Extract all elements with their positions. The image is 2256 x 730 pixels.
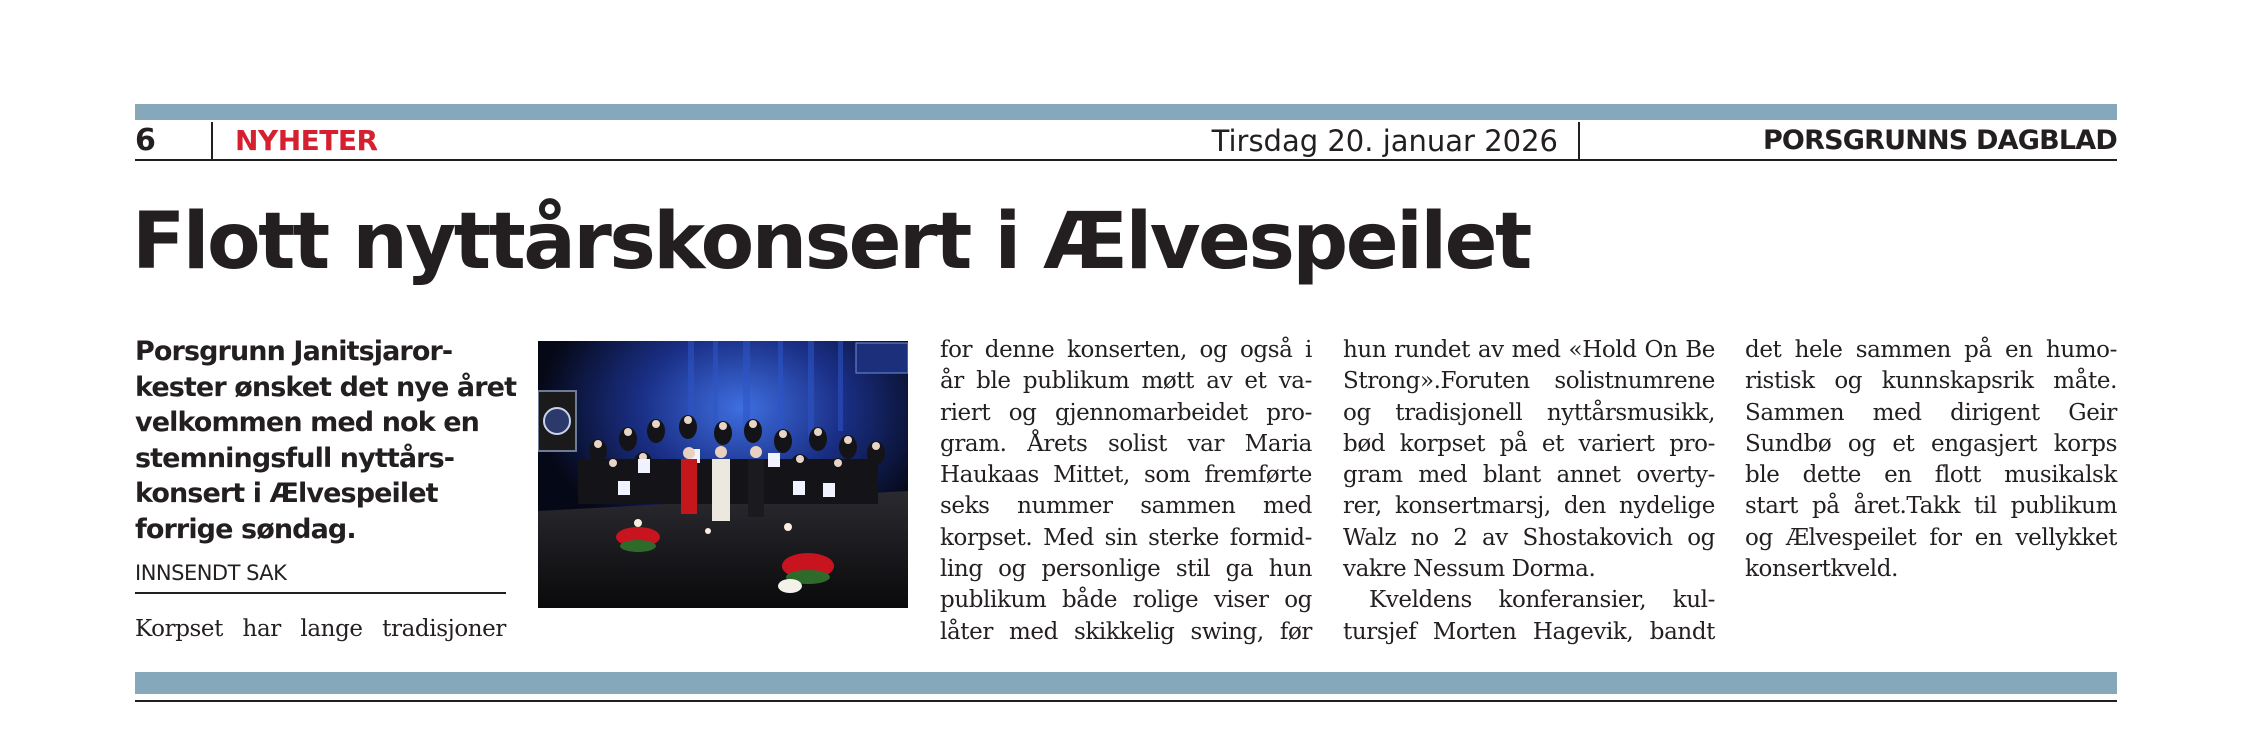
- body-line: det hele sammen på en humo-: [1745, 337, 2117, 363]
- body-line: år ble publikum møtt av et va-: [940, 368, 1312, 395]
- byline-rule: [135, 592, 506, 594]
- article-byline: INNSENDT SAK: [135, 561, 287, 585]
- issue-date: Tirsdag 20. januar 2026: [1211, 124, 1558, 158]
- body-line: Haukaas Mittet, som fremførte: [940, 462, 1312, 489]
- page-number: 6: [135, 123, 156, 158]
- body-line: korpset. Med sin sterke formid-: [940, 524, 1312, 551]
- body-line: Sammen med dirigent Geir: [1745, 399, 2117, 426]
- ingress-line: Porsgrunn Janitsjaror-: [135, 336, 453, 367]
- bottom-rule: [135, 700, 2117, 702]
- body-line: gram med blant annet overty-: [1343, 462, 1715, 489]
- top-accent-bar: [135, 104, 2117, 120]
- ingress-line: stemningsfull nyttårs-: [135, 442, 455, 474]
- ingress-line: velkommen med nok en: [135, 407, 479, 438]
- body-line: og Ælvespeilet for en vellykket: [1745, 524, 2117, 551]
- body-line: hun rundet av med «Hold On Be: [1343, 337, 1715, 363]
- body-column-4: [1745, 335, 2117, 585]
- body-line: Strong».Foruten solistnumrene: [1343, 368, 1715, 395]
- body-line: ristisk og kunnskapsrik måte.: [1745, 368, 2117, 395]
- publication-name: PORSGRUNNS DAGBLAD: [1762, 125, 2117, 156]
- header-divider-1: [211, 122, 213, 160]
- body-line: seks nummer sammen med: [940, 493, 1312, 520]
- article-headline: Flott nyttårskonsert i Ælvespeilet: [132, 197, 1530, 287]
- body-column-2: [940, 335, 1312, 648]
- body-line: start på året.Takk til publikum: [1745, 493, 2117, 520]
- body-column-3: [1343, 335, 1715, 648]
- body-line: vakre Nessum Dorma.: [1343, 556, 1596, 583]
- body-line: publikum både rolige viser og: [940, 587, 1312, 614]
- body-line: gram. Årets solist var Maria: [940, 430, 1312, 457]
- body-line: Korpset har lange tradisjoner: [135, 616, 506, 642]
- body-line: rer, konsertmarsj, den nydelige: [1343, 493, 1715, 520]
- body-line: Walz no 2 av Shostakovich og: [1343, 524, 1715, 551]
- body-line: konsertkveld.: [1745, 556, 1898, 583]
- body-line: ble dette en flott musikalsk: [1745, 462, 2117, 489]
- ingress-line: konsert i Ælvespeilet: [135, 478, 438, 509]
- body-column-1: [135, 614, 506, 645]
- body-line: Sundbø og et engasjert korps: [1745, 430, 2117, 457]
- body-line: Kveldens konferansier, kul-: [1369, 587, 1715, 614]
- bottom-accent-bar: [135, 672, 2117, 694]
- body-line: for denne konserten, og også i: [940, 337, 1312, 363]
- header-rule: [135, 159, 2117, 161]
- body-line: og tradisjonell nyttårsmusikk,: [1343, 399, 1715, 426]
- ingress-line: kester ønsket det nye året: [135, 371, 517, 403]
- concert-photo: [538, 341, 908, 608]
- body-line: bød korpset på et variert pro-: [1343, 430, 1715, 457]
- body-line: tursjef Morten Hagevik, bandt: [1343, 618, 1715, 645]
- section-label: NYHETER: [235, 124, 378, 157]
- body-line: riert og gjennomarbeidet pro-: [940, 399, 1312, 426]
- ingress-line: forrige søndag.: [135, 513, 356, 545]
- body-line: låter med skikkelig swing, før: [940, 618, 1312, 645]
- body-line: ling og personlige stil ga hun: [940, 556, 1312, 583]
- article-ingress: [135, 334, 525, 547]
